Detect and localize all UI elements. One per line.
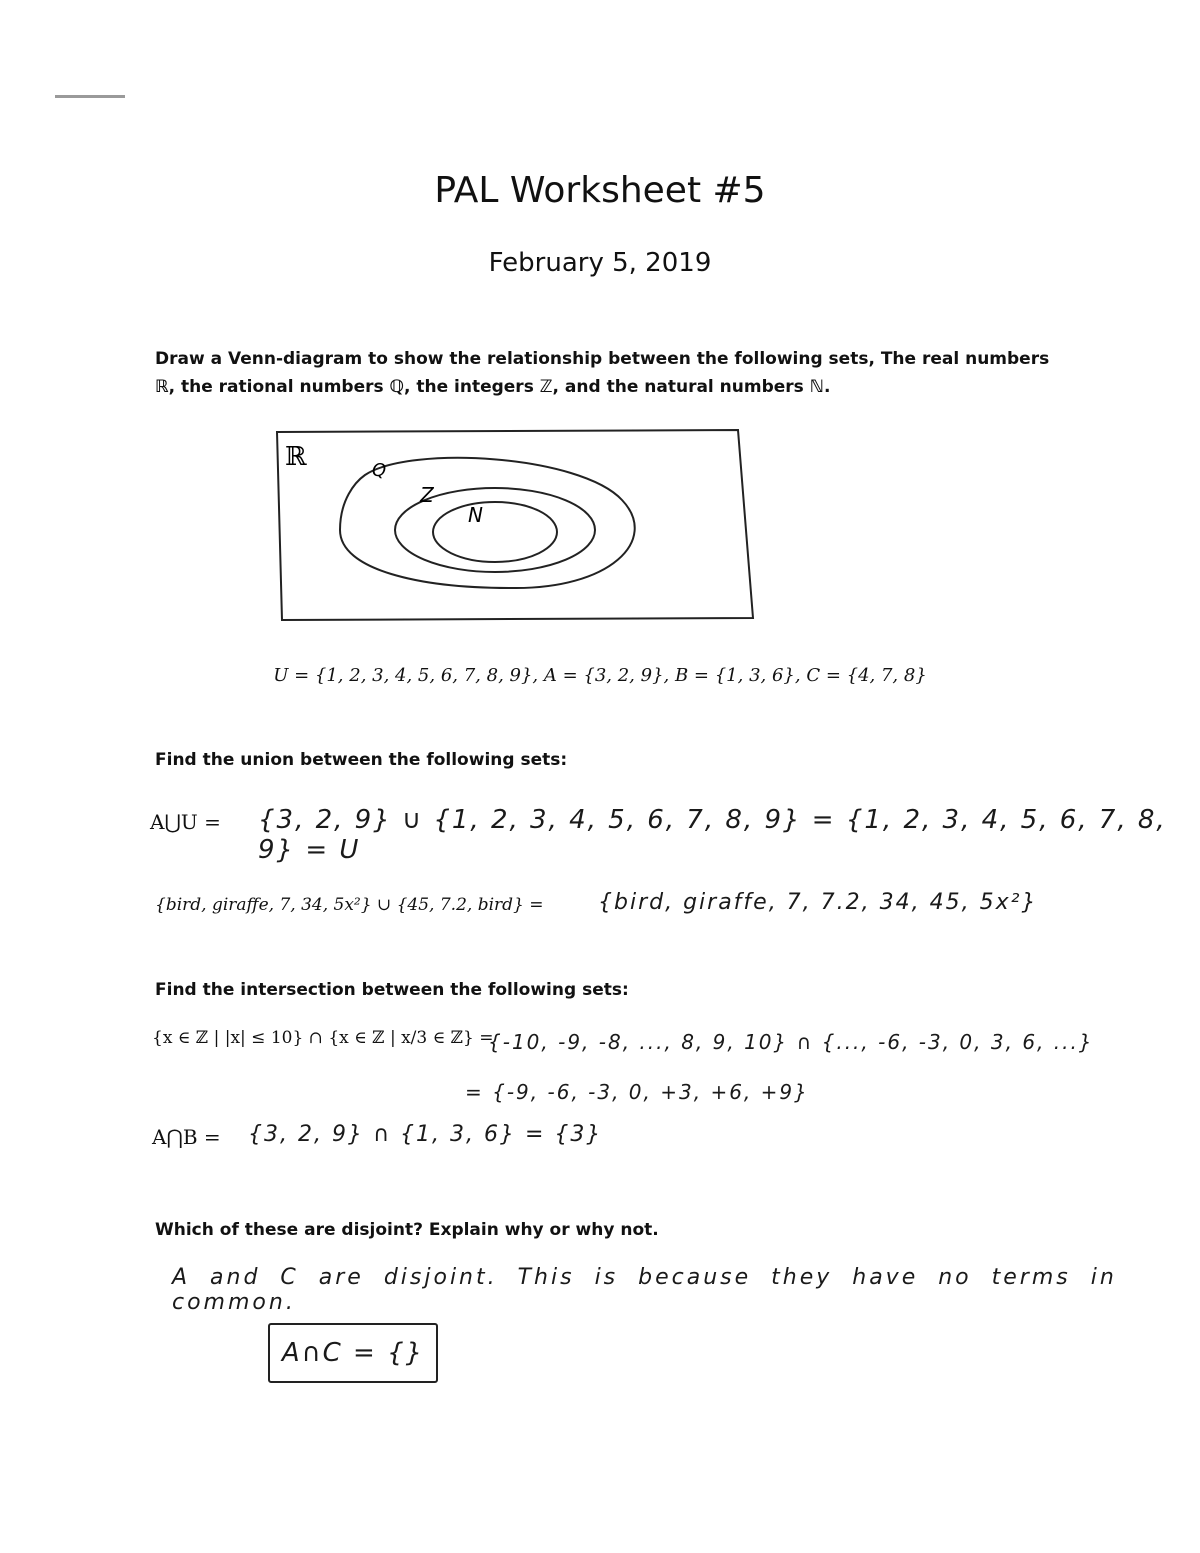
natural-numbers-label: N (468, 503, 483, 527)
union-q1-lhs: A⋃U = (150, 810, 221, 834)
venn-diagram (270, 420, 770, 635)
intersection-q1-answer-line2: = {-9, -6, -3, 0, +3, +6, +9} (465, 1080, 809, 1104)
intersection-heading: Find the intersection between the following sets: (155, 980, 629, 1000)
disjoint-answer: A and C are disjoint. This is because they have no terms in common. (172, 1265, 1117, 1315)
venn-prompt: Draw a Venn-diagram to show the relationship between the following sets, The real numbers ℝ, the rational numbers ℚ, the integers ℤ, and the natural numbers ℕ. (155, 349, 1050, 397)
integers-label: Z (420, 483, 434, 507)
union-heading: Find the union between the following sets: (155, 750, 568, 770)
worksheet-date: February 5, 2019 (488, 248, 712, 278)
union-q1-answer: {3, 2, 9} ∪ {1, 2, 3, 4, 5, 6, 7, 8, 9} = {1, 2, 3, 4, 5, 6, 7, 8, 9} = U (258, 805, 1167, 865)
boxed-answer-text: A∩C = {} (281, 1338, 425, 1368)
real-numbers-label: ℝ (285, 442, 307, 472)
intersection-q1-answer-line1: {-10, -9, -8, ..., 8, 9, 10} ∩ {..., -6, -3, 0, 3, 6, ...} (488, 1030, 1094, 1054)
union-q2-lhs: {bird, giraffe, 7, 34, 5x²} ∪ {45, 7.2, bird} = (155, 895, 544, 915)
boxed-answer (268, 1323, 438, 1383)
intersection-q1-lhs: {x ∈ ℤ | |x| ≤ 10} ∩ {x ∈ ℤ | x/3 ∈ ℤ} = (152, 1028, 494, 1048)
real-numbers-rectangle (277, 430, 753, 620)
disjoint-heading: Which of these are disjoint? Explain why or why not. (155, 1220, 659, 1240)
scan-mark (55, 95, 125, 98)
sets-definition: U = {1, 2, 3, 4, 5, 6, 7, 8, 9}, A = {3, 2, 9}, B = {1, 3, 6}, C = {4, 7, 8} (273, 665, 927, 686)
union-q2-answer: {bird, giraffe, 7, 7.2, 34, 45, 5x²} (598, 890, 1038, 915)
rational-numbers-label: Q (372, 460, 387, 481)
natural-numbers-ellipse (433, 502, 557, 562)
intersection-q2-lhs: A⋂B = (152, 1125, 221, 1149)
page-title: PAL Worksheet #5 (434, 170, 766, 211)
intersection-q2-answer: {3, 2, 9} ∩ {1, 3, 6} = {3} (248, 1122, 603, 1147)
